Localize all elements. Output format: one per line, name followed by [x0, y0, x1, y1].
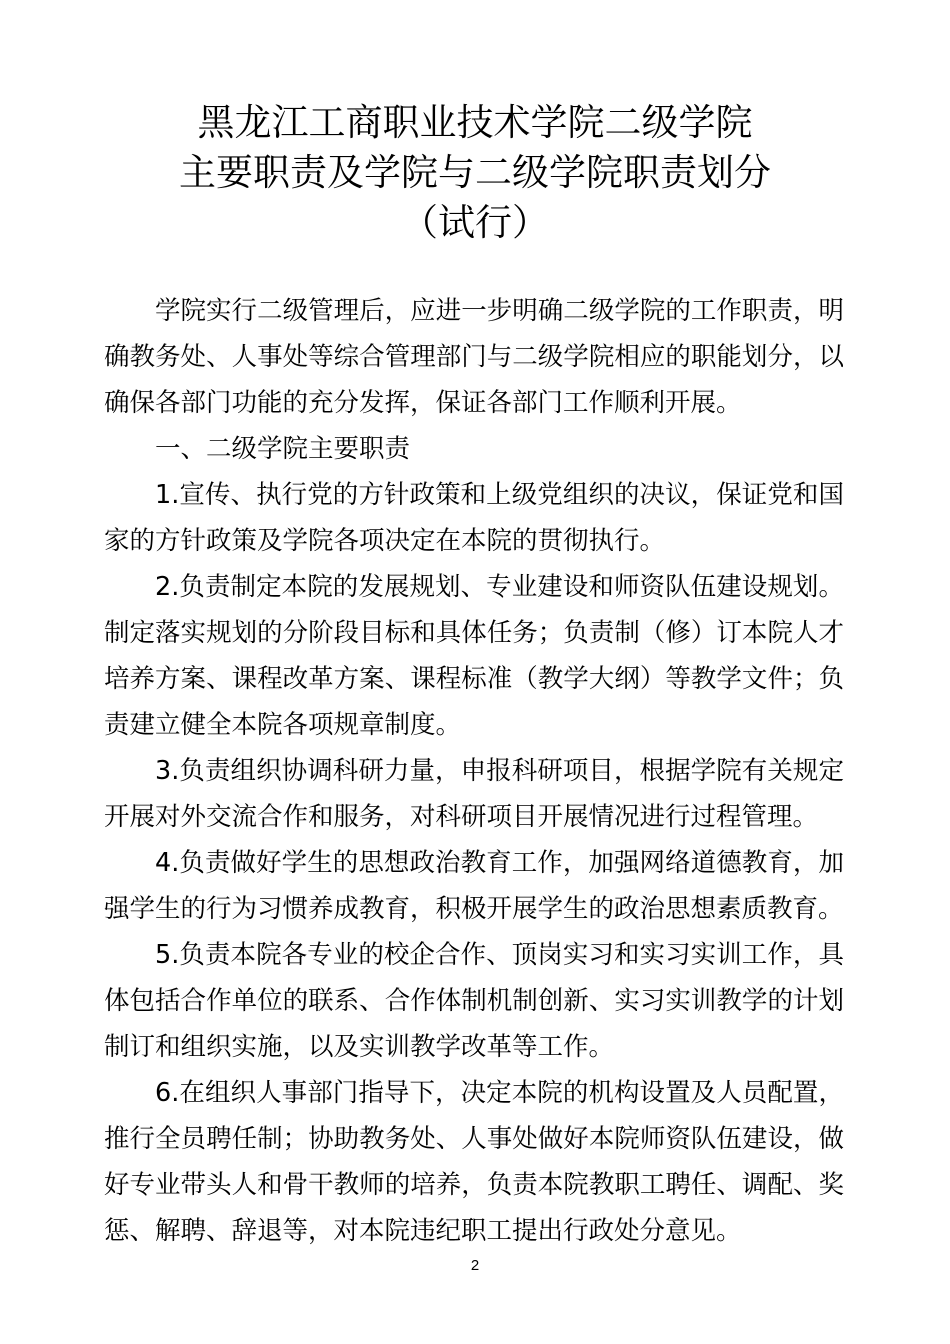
duty-item-1: 1.宣传、执行党的方针政策和上级党组织的决议，保证党和国家的方针政策及学院各项决定在本院的贯彻执行。 — [104, 480, 844, 556]
duty-item-5: 5.负责本院各专业的校企合作、顶岗实习和实习实训工作，具体包括合作单位的联系、合作体制机制创新、实习实训教学的计划制订和组织实施，以及实训教学改革等工作。 — [104, 940, 844, 1062]
document-body — [104, 288, 844, 1254]
document-title — [0, 98, 950, 248]
duty-item-6: 6.在组织人事部门指导下，决定本院的机构设置及人员配置，推行全员聘任制；协助教务处、人事处做好本院师资队伍建设，做好专业带头人和骨干教师的培养，负责本院教职工聘任、调配、奖惩、解聘、辞退等，对本院违纪职工提出行政处分意见。 — [104, 1078, 844, 1246]
page-number: 2 — [470, 1257, 480, 1274]
duty-item-2: 2.负责制定本院的发展规划、专业建设和师资队伍建设规划。制定落实规划的分阶段目标和具体任务；负责制（修）订本院人才培养方案、课程改革方案、课程标准（教学大纲）等教学文件；负责建立健全本院各项规章制度。 — [104, 572, 844, 740]
intro-paragraph: 学院实行二级管理后，应进一步明确二级学院的工作职责，明确教务处、人事处等综合管理部门与二级学院相应的职能划分，以确保各部门功能的充分发挥，保证各部门工作顺利开展。 — [104, 296, 844, 418]
section-heading: 一、二级学院主要职责 — [155, 434, 411, 464]
title-line-2: 主要职责及学院与二级学院职责划分 — [179, 151, 771, 194]
duty-item-3: 3.负责组织协调科研力量，申报科研项目，根据学院有关规定开展对外交流合作和服务，对科研项目开展情况进行过程管理。 — [104, 756, 844, 832]
title-line-1: 黑龙江工商职业技术学院二级学院 — [197, 101, 753, 144]
title-line-3: （试行） — [401, 201, 549, 244]
duty-item-4: 4.负责做好学生的思想政治教育工作，加强网络道德教育，加强学生的行为习惯养成教育，积极开展学生的政治思想素质教育。 — [104, 848, 844, 924]
